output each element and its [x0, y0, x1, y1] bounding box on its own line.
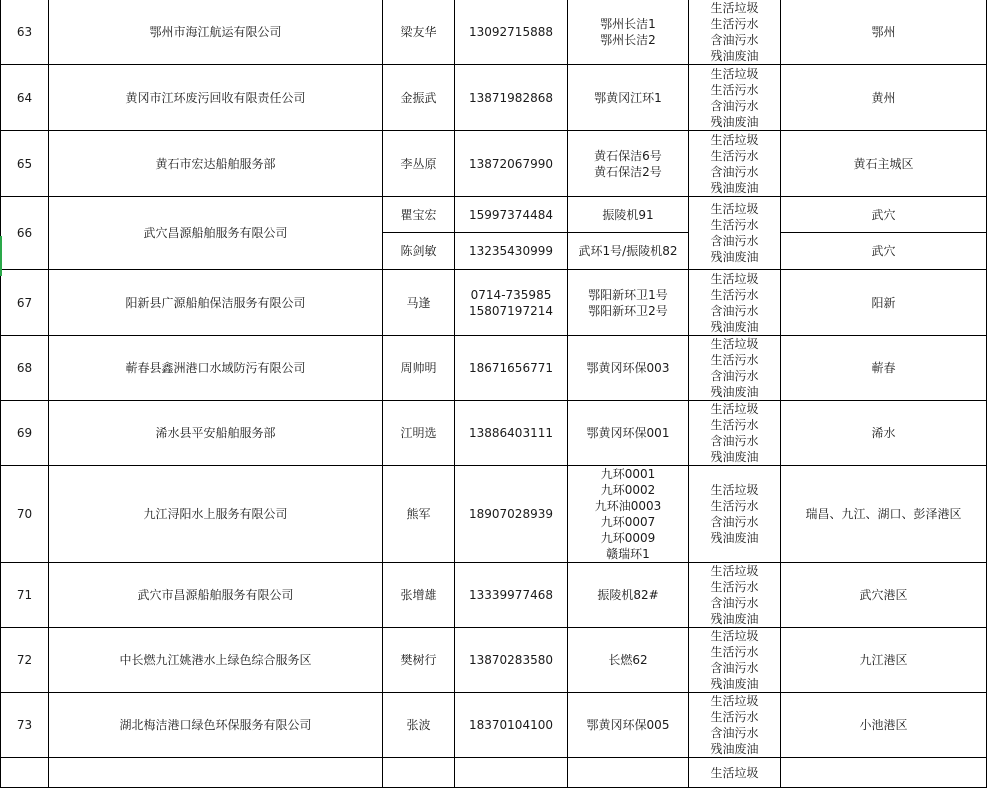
- row-number-cell[interactable]: 63: [1, 0, 49, 65]
- table-row: [1, 628, 987, 693]
- ship-cell-line: 鄂阳新环卫2号: [588, 303, 668, 318]
- waste-type-cell-line: 含油污水: [710, 234, 759, 248]
- company-cell[interactable]: [49, 758, 383, 788]
- phone-cell-line: 18907028939: [469, 507, 553, 521]
- waste-type-cell-line: 生活垃圾: [710, 0, 759, 15]
- waste-type-cell-line: 生活垃圾: [710, 629, 759, 643]
- row-number-cell[interactable]: 72: [1, 628, 49, 693]
- contact-cell[interactable]: 马逢: [383, 270, 455, 336]
- ship-cell-line: 鄂阳新环卫1号: [588, 287, 668, 302]
- phone-cell[interactable]: [455, 65, 568, 131]
- ship-cell[interactable]: [568, 401, 689, 466]
- ship-cell-line: 九环0007: [600, 515, 656, 529]
- waste-type-cell-line: 生活垃圾: [710, 483, 759, 497]
- waste-type-cell-line: 残油废油: [710, 180, 759, 195]
- waste-type-cell[interactable]: [689, 270, 781, 336]
- waste-type-cell-line: 含油污水: [710, 303, 759, 318]
- table-row: [1, 336, 987, 401]
- row-number-cell[interactable]: 67: [1, 270, 49, 336]
- company-cell[interactable]: 黄石市宏达船舶服务部: [49, 131, 383, 197]
- waste-type-cell-line: 生活污水: [710, 710, 759, 724]
- ship-cell[interactable]: [568, 131, 689, 197]
- ship-cell-line: 振陵机82#: [597, 588, 659, 602]
- service-area-cell[interactable]: 武穴: [781, 233, 987, 270]
- company-cell[interactable]: 武穴市昌源船舶服务有限公司: [49, 563, 383, 628]
- waste-type-cell-line: 残油废油: [710, 114, 759, 129]
- phone-cell[interactable]: [455, 336, 568, 401]
- waste-type-cell[interactable]: [689, 758, 781, 788]
- waste-type-cell-line: 残油废油: [710, 319, 759, 334]
- phone-cell-line: 18671656771: [469, 361, 553, 375]
- contact-cell[interactable]: [383, 758, 455, 788]
- waste-type-cell-line: 生活垃圾: [710, 202, 759, 216]
- row-selection-marker: [0, 236, 2, 276]
- waste-type-cell-line: 残油废油: [710, 742, 759, 756]
- table-row: [1, 693, 987, 758]
- phone-cell-line: 15807197214: [469, 303, 553, 318]
- waste-type-cell-line: 生活垃圾: [710, 402, 759, 416]
- contact-cell[interactable]: 梁友华: [383, 0, 455, 65]
- waste-type-cell-line: 生活污水: [710, 353, 759, 367]
- waste-type-cell-line: 残油废油: [710, 385, 759, 399]
- ship-cell[interactable]: [568, 197, 689, 233]
- service-area-cell[interactable]: 黄石主城区: [781, 131, 987, 197]
- service-area-cell[interactable]: 蕲春: [781, 336, 987, 401]
- phone-cell-line: 18370104100: [469, 718, 553, 732]
- row-number-cell[interactable]: 64: [1, 65, 49, 131]
- waste-type-cell-line: 含油污水: [710, 434, 759, 448]
- phone-cell[interactable]: [455, 233, 568, 270]
- table-row: [1, 0, 987, 65]
- contact-cell[interactable]: 江明选: [383, 401, 455, 466]
- waste-type-cell-line: 生活垃圾: [710, 271, 759, 286]
- ship-cell-line: 振陵机91: [602, 207, 654, 222]
- waste-type-cell-line: 含油污水: [710, 98, 759, 113]
- waste-type-cell-line: 含油污水: [710, 164, 759, 179]
- phone-cell[interactable]: [455, 0, 568, 65]
- phone-cell[interactable]: [455, 758, 568, 788]
- table-row: [1, 758, 987, 788]
- table-row: [1, 466, 987, 563]
- service-area-cell[interactable]: [781, 758, 987, 788]
- ship-cell-line: 九环油0003: [594, 499, 662, 513]
- ship-cell[interactable]: [568, 336, 689, 401]
- table-row: [1, 197, 987, 233]
- row-number-cell[interactable]: 69: [1, 401, 49, 466]
- waste-type-cell-line: 生活污水: [710, 82, 759, 97]
- table-row: [1, 270, 987, 336]
- company-cell[interactable]: 中长燃九江姚港水上绿色综合服务区: [49, 628, 383, 693]
- ship-cell-line: 赣瑞环1: [606, 547, 650, 561]
- service-area-cell[interactable]: 瑞昌、九江、湖口、彭泽港区: [781, 466, 987, 563]
- phone-cell[interactable]: [455, 563, 568, 628]
- waste-type-cell[interactable]: [689, 336, 781, 401]
- waste-type-cell-line: 生活垃圾: [710, 132, 759, 147]
- waste-type-cell-line: 生活污水: [710, 418, 759, 432]
- waste-type-cell-line: 含油污水: [710, 596, 759, 610]
- contact-cell[interactable]: 熊军: [383, 466, 455, 563]
- phone-cell-line: 13339977468: [469, 588, 553, 602]
- waste-type-cell-line: 生活垃圾: [710, 765, 759, 780]
- ship-cell-line: 九环0001: [600, 467, 656, 481]
- waste-type-cell-line: 生活垃圾: [710, 694, 759, 708]
- contact-cell[interactable]: 张波: [383, 693, 455, 758]
- service-area-cell[interactable]: 鄂州: [781, 0, 987, 65]
- phone-cell-line: 13872067990: [469, 156, 553, 171]
- waste-type-cell-line: 生活污水: [710, 287, 759, 302]
- ship-cell-line: 武环1号/振陵机82: [578, 244, 678, 258]
- ship-cell[interactable]: [568, 758, 689, 788]
- waste-type-cell[interactable]: [689, 197, 781, 270]
- phone-cell-line: 13871982868: [469, 90, 553, 105]
- ship-cell-line: 鄂州长洁2: [600, 32, 656, 47]
- service-area-cell[interactable]: 九江港区: [781, 628, 987, 693]
- waste-type-cell-line: 生活污水: [710, 16, 759, 31]
- row-number-cell[interactable]: 70: [1, 466, 49, 563]
- company-cell[interactable]: 阳新县广源船舶保洁服务有限公司: [49, 270, 383, 336]
- row-number-cell[interactable]: 71: [1, 563, 49, 628]
- waste-type-cell-line: 生活污水: [710, 580, 759, 594]
- ship-cell[interactable]: [568, 0, 689, 65]
- table-row: [1, 131, 987, 197]
- ship-cell-line: 黄石保洁2号: [594, 164, 662, 179]
- waste-type-cell-line: 残油废油: [710, 48, 759, 63]
- ship-cell-line: 鄂黄冈江环1: [594, 90, 662, 105]
- waste-type-cell-line: 生活垃圾: [710, 66, 759, 81]
- company-cell[interactable]: 九江浔阳水上服务有限公司: [49, 466, 383, 563]
- row-number-cell[interactable]: [1, 758, 49, 788]
- waste-type-cell-line: 含油污水: [710, 32, 759, 47]
- service-area-cell[interactable]: 武穴港区: [781, 563, 987, 628]
- phone-cell[interactable]: [455, 270, 568, 336]
- waste-type-cell[interactable]: [689, 563, 781, 628]
- row-number-cell[interactable]: 73: [1, 693, 49, 758]
- waste-type-cell-line: 生活污水: [710, 218, 759, 232]
- waste-type-cell-line: 生活垃圾: [710, 337, 759, 351]
- company-cell[interactable]: 湖北梅洁港口绿色环保服务有限公司: [49, 693, 383, 758]
- ship-cell-line: 鄂州长洁1: [600, 16, 656, 31]
- row-number-cell[interactable]: 65: [1, 131, 49, 197]
- contact-cell[interactable]: 金振武: [383, 65, 455, 131]
- phone-cell-line: 13092715888: [469, 24, 553, 39]
- company-cell[interactable]: 浠水县平安船舶服务部: [49, 401, 383, 466]
- contact-cell[interactable]: 瞿宝宏: [383, 197, 455, 233]
- phone-cell[interactable]: [455, 693, 568, 758]
- contact-cell[interactable]: 李丛原: [383, 131, 455, 197]
- phone-cell-line: 13235430999: [469, 244, 553, 258]
- waste-type-cell[interactable]: [689, 65, 781, 131]
- contact-cell[interactable]: 张增雄: [383, 563, 455, 628]
- waste-type-cell[interactable]: [689, 693, 781, 758]
- phone-cell-line: 0714-735985: [470, 287, 552, 302]
- ship-cell-line: 鄂黄冈环保005: [586, 718, 670, 732]
- waste-type-cell-line: 生活垃圾: [710, 564, 759, 578]
- waste-type-cell-line: 生活污水: [710, 499, 759, 513]
- waste-type-cell-line: 含油污水: [710, 515, 759, 529]
- ship-cell[interactable]: [568, 65, 689, 131]
- phone-cell[interactable]: [455, 131, 568, 197]
- waste-type-cell[interactable]: [689, 466, 781, 563]
- phone-cell[interactable]: [455, 628, 568, 693]
- service-area-cell[interactable]: 黄州: [781, 65, 987, 131]
- ship-cell[interactable]: [568, 233, 689, 270]
- waste-type-cell[interactable]: [689, 131, 781, 197]
- waste-type-cell-line: 残油废油: [710, 677, 759, 691]
- phone-cell[interactable]: [455, 401, 568, 466]
- contact-cell[interactable]: 陈剑敏: [383, 233, 455, 270]
- ship-cell-line: 长燃62: [608, 653, 648, 667]
- waste-type-cell[interactable]: [689, 628, 781, 693]
- company-cell[interactable]: 黄冈市江环废污回收有限责任公司: [49, 65, 383, 131]
- phone-cell[interactable]: [455, 466, 568, 563]
- company-cell[interactable]: 武穴昌源船舶服务有限公司: [49, 197, 383, 270]
- service-area-cell[interactable]: 阳新: [781, 270, 987, 336]
- waste-type-cell-line: 残油废油: [710, 531, 759, 545]
- ship-cell-line: 鄂黄冈环保001: [586, 426, 670, 440]
- waste-type-cell-line: 含油污水: [710, 369, 759, 383]
- waste-type-cell[interactable]: [689, 0, 781, 65]
- waste-type-cell-line: 残油废油: [710, 612, 759, 626]
- table-row: [1, 401, 987, 466]
- ship-cell[interactable]: [568, 270, 689, 336]
- row-number-cell[interactable]: 66: [1, 197, 49, 270]
- company-cell[interactable]: 鄂州市海江航运有限公司: [49, 0, 383, 65]
- ship-cell-line: 九环0009: [600, 531, 656, 545]
- contact-cell[interactable]: 周帅明: [383, 336, 455, 401]
- ship-cell-line: 九环0002: [600, 483, 656, 497]
- service-area-cell[interactable]: 浠水: [781, 401, 987, 466]
- waste-type-cell-line: 含油污水: [710, 661, 759, 675]
- ship-cell[interactable]: [568, 466, 689, 563]
- ship-cell-line: 黄石保洁6号: [594, 148, 662, 163]
- ship-cell[interactable]: [568, 563, 689, 628]
- row-number-cell[interactable]: 68: [1, 336, 49, 401]
- phone-cell-line: 13886403111: [469, 426, 553, 440]
- waste-type-cell-line: 残油废油: [710, 250, 759, 264]
- ship-cell-line: 鄂黄冈环保003: [586, 361, 670, 375]
- ship-cell[interactable]: [568, 628, 689, 693]
- phone-cell-line: 13870283580: [469, 653, 553, 667]
- waste-type-cell-line: 生活污水: [710, 645, 759, 659]
- waste-type-cell-line: 残油废油: [710, 450, 759, 464]
- company-cell[interactable]: 蕲春县鑫洲港口水域防污有限公司: [49, 336, 383, 401]
- waste-type-cell-line: 含油污水: [710, 726, 759, 740]
- waste-type-cell-line: 生活污水: [710, 148, 759, 163]
- service-area-cell[interactable]: 小池港区: [781, 693, 987, 758]
- service-area-cell[interactable]: 武穴: [781, 197, 987, 233]
- ship-cell[interactable]: [568, 693, 689, 758]
- phone-cell[interactable]: [455, 197, 568, 233]
- contact-cell[interactable]: 樊树行: [383, 628, 455, 693]
- table-row: [1, 65, 987, 131]
- table-row: [1, 563, 987, 628]
- phone-cell-line: 15997374484: [469, 207, 553, 222]
- waste-type-cell[interactable]: [689, 401, 781, 466]
